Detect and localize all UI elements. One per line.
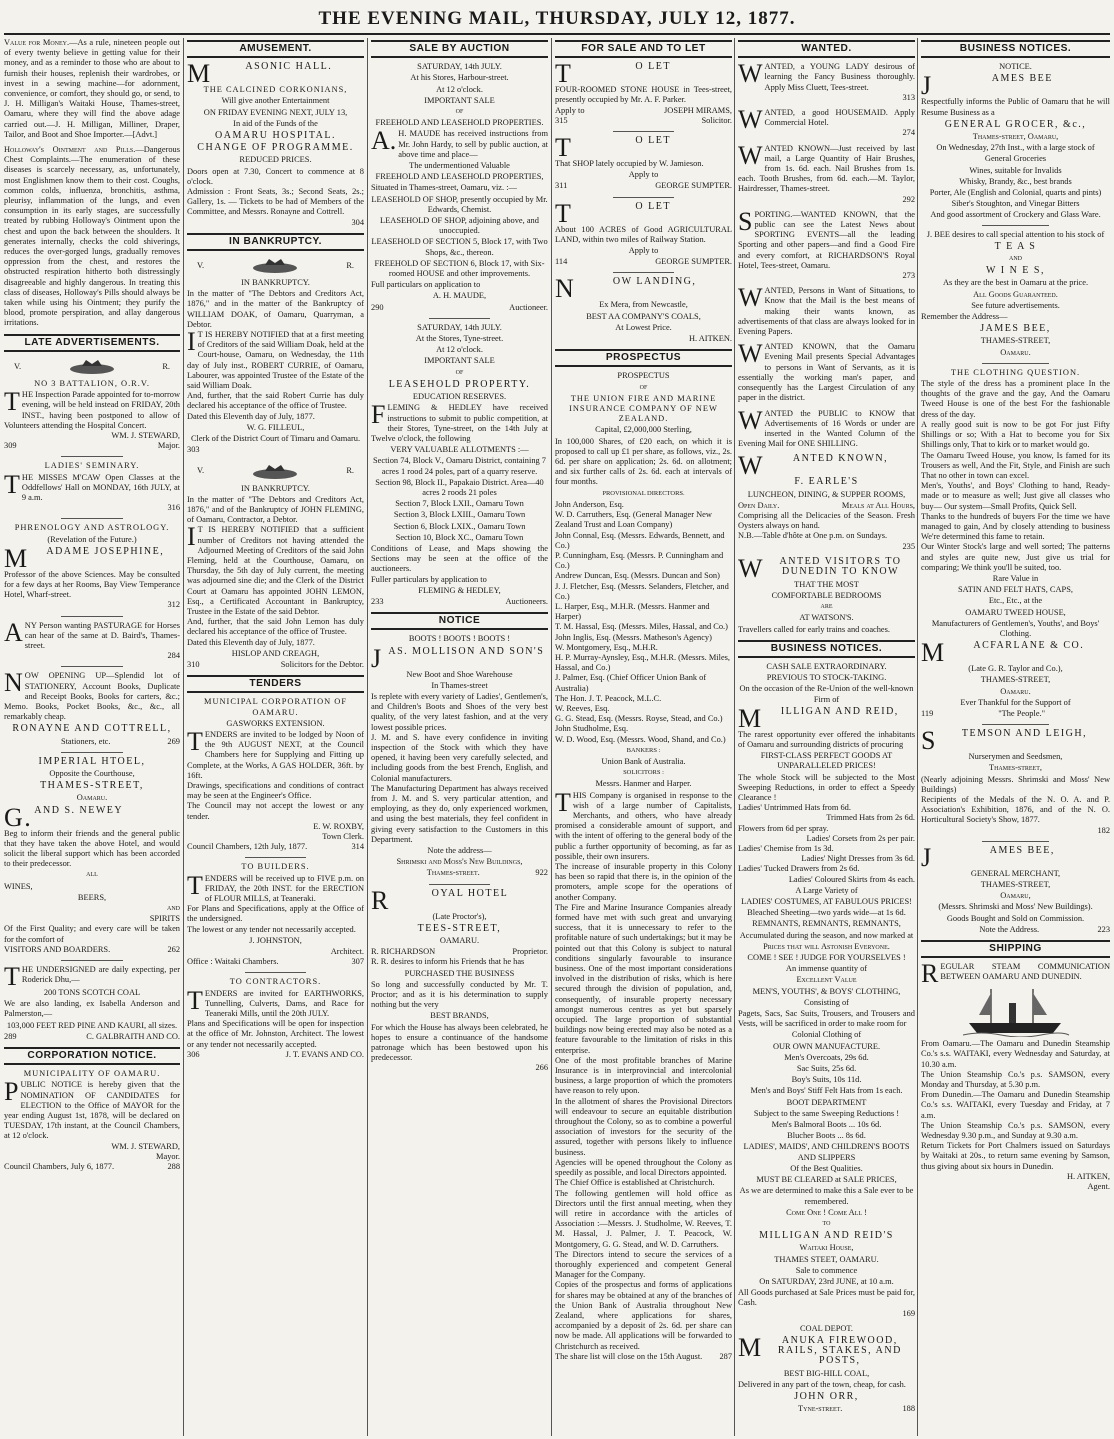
mollison-title: AS. MOLLISON AND SON'S	[388, 645, 545, 657]
crest-r: R.	[162, 361, 170, 371]
column-rule	[367, 38, 368, 1436]
wanted-3: WANTED KNOWN—Just received by last mail, a Large Quantity of Hair Brushes, from 1s. 6d. each. Nail Brushes from 1s. each. Tooth Brushes, from 6d. each.—M. Taylor, Hairdresser, Thames-street. 292	[738, 140, 915, 204]
roxby-sign: E. W. ROXBY,	[313, 821, 364, 831]
holloway-body: —Dangerous Chest Complaints.—The enumeration of these diseases is scarcely necessary, as, unfortunately, most Englishmen know them to their cost. Coughs, common colds, influenza, bronchitis, asthma, pleurisy, inflammation of the lungs, and even consumption in its early stages, are successfully treated by rubbing Holloway's Ointment upon the chest and upon the back between the shoulders. It generates internally, checks the cold shiverings, reduces the over-gorged lungs, gradually removes oppression from the chest, and restores the obstructed respiration hitherto both distressingly disagreeable and highly dangerous. In treating this class of diseases, Holloway's Pills should always be taken while using his Ointment; they purify the blood, promote perspiration, and allay dangerous irritations.	[4, 145, 180, 328]
conditions: Conditions of Lease, and Maps showing the Sections may be seen at the office of the auctioneers.	[371, 543, 548, 574]
bankruptcy-header: IN BANKRUPTCY.	[187, 233, 364, 251]
wanted-2: WANTED, a good HOUSEMAID. Apply Commercial Hotel. 274	[738, 105, 915, 138]
battalion-title: NO 3 BATTALION, O.R.V.	[34, 378, 150, 388]
doak-further: And, further, that the said Robert Currie has duly declared his acceptance of the office of Trustee.	[187, 391, 364, 411]
amusement-header: AMUSEMENT.	[187, 40, 364, 58]
pasturage-ad: ANY Person wanting PASTURAGE for Horses can hear of the same at D. Baird's, Thames-street. 284	[4, 617, 180, 661]
lease-3: LEASEHOLD OF SECTION 5, Block 17, with Two Shops, &c., thereon.	[371, 237, 548, 257]
holloway-notice	[4, 145, 180, 329]
freehold2: FREEHOLD AND LEASEHOLD PROPERTIES,	[375, 172, 544, 182]
masthead	[0, 0, 1114, 36]
column-5	[738, 38, 915, 1436]
galbraith-sign: C. GALBRAITH AND CO.	[86, 1031, 180, 1041]
masonic-title: ASONIC HALL.	[245, 61, 333, 73]
gas-body: ENDERS are invited to be lodged by Noon of the 9th AUGUST NEXT, at the Council Chambers here for Supplying and Fitting up Complete, at the Works, A GAS HOLDER, 36ft. by 16ft.	[187, 729, 364, 780]
seminary-title: LADIES' SEMINARY.	[44, 461, 140, 471]
pasturage-num: 284	[167, 651, 180, 661]
mollison-ad: BOOTS ! BOOTS ! BOOTS ! JAS. MOLLISON AND SON'S New Boot and Shoe Warehouse In Thames-street Is replete with every variety of Ladies', Gentlemen's, and Children's Boots and Shoes of the very best quality, of the very latest fashion, and at the very lowest possible prices. J. M. and S. have every confidence in inviting inspection of the Stock with which they have opened, it having been very carefully selected, and including goods from the best French, English, and Colonial manufacturers. The Manufacturing Department has always received from J. M. and S. very particular attention, and employing, as they do, only experienced workmen, and using the best materials, they feel confident in giving every satisfaction to the Customers in this Department. Note the address— Shrimski and Moss's New Buildings, Thames-street. 922	[371, 634, 548, 878]
hislop-sign: HISLOP AND CREAGH,	[231, 648, 320, 658]
quality-body: Of the First Quality; and every care will be taken for the comfort of	[4, 924, 180, 944]
johnston-office: Office : Waitaki Chambers.	[187, 957, 279, 967]
doak-bankruptcy: V. R. IN BANKRUPTCY. In the matter of "The Debtors and Creditors Act, 1876," and in the matter of the Bankruptcy of WILLIAM DOAK, of Oamaru, Quarryman, a Debtor. I T IS HEREBY NOTIFIED that at a first meeting of Creditors of the said William Doak, held at the Court-house, Oamaru, on Wednesday, the 11th day of July inst., ROBERT CURRIE, of Oamaru, Labourer, was appointed Trustee of the Estate of the said William Doak. And, further, that the said Robert Currie has duly declared his acceptance of the office of Trustee. Dated this Eleventh day of July, 1877. W. G. FILLEUL, Clerk of the District Court of Timaru and Oamaru. 303	[187, 255, 364, 455]
madame-body: Professor of the above Sciences. May be consulted for a few days at her Rooms, Bay View Temperance Hotel, Wharf-street.	[4, 569, 180, 600]
flour-lowest: The lowest or any tender not necessarily accepted.	[187, 924, 356, 934]
value-notice	[4, 38, 180, 140]
johnston-num: 307	[351, 957, 364, 967]
wanted-6: WANTED KNOWN, that the Oamaru Evening Mail presents Special Advantages to persons in Want of Servants, as it is essentially the working man's paper, and consequently has the Largest Circulation of any paper in the district.	[738, 339, 915, 403]
royal-crest: V. R.	[187, 461, 364, 483]
public-body: UBLIC NOTICE is hereby given that the NOMINATION OF CANDIDATES for ELECTION to the Office of MAYOR for the year ending August 1st, 1878, will be declared on TUESDAY, 17th instant, at the Council Chambers, at 12 o'clock.	[4, 1080, 180, 1141]
valuable: The undermentioned Valuable	[409, 161, 510, 171]
column-rule	[734, 38, 735, 1436]
gas-council: The Council may not accept the lowest or any tender.	[187, 801, 364, 821]
phrenology-ad: PHRENOLOGY AND ASTROLOGY. (Revelation of the Future.) M ADAME JOSEPHINE, Professor of the above Sciences. May be consulted for a few days at her Rooms, Bay View Temperance Hotel, Wharf-street. 312	[4, 523, 180, 610]
imperial-hotel-ad: IMPERIAL HTOEL, Opposite the Courthouse, THAMES-STREET, Oamaru. G. AND S. NEWEY Beg to inform their friends and the general public that they have taken the above Hotel, and would solicit the liberal support which has been accorded to their predecessor. ALL WINES, BEERS, AND SPIRITS Of the First Quality; and every care will be taken for the comfort of VISITORS AND BOARDERS. 262	[4, 755, 180, 954]
opening-body: OW OPENING UP—Splendid lot of STATIONERY, Account Books, Duplicate and Receipt Books, Books for carters, &c.; Memo. Books, Pocket Books, &c., &c., all remarkably cheap.	[4, 671, 180, 722]
roxby-title: Town Clerk.	[322, 832, 364, 841]
fleming-auction: SATURDAY, 14th JULY. At the Stores, Tyne-street. At 12 o'clock. IMPORTANT SALE OF LEASEHOLD PROPERTY. EDUCATION RESERVES. FLEMING & HEDLEY have received instructions to submit to public competition, at their Stores, Tyne-street, on the 14th July at Twelve o'clock, the following VERY VALUABLE ALLOTMENTS :— Section 74, Block V., Oamaru District, containing 7 acres 1 rood 24 poles, part of a quarry reserve. Section 98, Block II., Papakaio District. Area—40 acres 2 roods 21 poles Section 7, Block LXII., Oamaru Town Section 3, Block LXIII., Oamaru Town Section 6, Block LXIX., Oamaru Town Section 10, Block XC., Oamaru Town Conditions of Lease, and Maps showing the Sections may be seen at the office of the auctioneers. Fuller particulars by application to FLEMING & HEDLEY, 233 Auctioneers.	[371, 322, 548, 606]
ronayne-num: 269	[167, 736, 180, 746]
royal-crest	[4, 356, 180, 378]
james-bee-ad: NOTICE. J AMES BEE Respectfully informs the Public of Oamaru that he will Resume Business as a GENERAL GROCER, &c., Thames-street, Oamaru, On Wednesday, 27th Inst., with a large stock of General Groceries Wines, suitable for Invalids Whisky, Brandy, &c., best brands Porter, Ale (English and Colonial, quarts and pints) Siber's Stoughton, and Vinegar Bitters And good assortment of Crockery and Glass Ware. J. BEE desires to call special attention to his stock of T E A S AND W I N E S, As they are the best in Oamaru at the price. All Goods Guaranteed. See future advertisements. Remember the Address— JAMES BEE, THAMES-STREET, Oamaru.	[921, 62, 1110, 357]
filleul-num: 303	[187, 445, 200, 455]
maude-title: Auctioneer.	[509, 302, 548, 312]
public-sign: WM. J. STEWARD,	[111, 1141, 180, 1151]
maude-auction: SATURDAY, 14th JULY. At his Stores, Harbour-street. At 12 o'clock. IMPORTANT SALE OF FREEHOLD AND LEASEHOLD PROPERTIES. A. H. MAUDE has received instructions from Mr. John Hardy, to sell by public auction, at above time and place— The undermentioned Valuable FREEHOLD AND LEASEHOLD PROPERTIES, Situated in Thames-street, Oamaru, viz. :— LEASEHOLD OF SHOP, presently occupied by Mr. Edwards, Chemist. LEASEHOLD OF SHOP, adjoining above, and unoccupied. LEASEHOLD OF SECTION 5, Block 17, with Two Shops, &c., thereon. FREEHOLD OF SECTION 6, Block 17, with Six-roomed HOUSE and other improvements. Full particulars on application to A. H. MAUDE, 290 Auctioneer.	[371, 62, 548, 312]
ronayne-name: RONAYNE AND COTTRELL,	[12, 723, 172, 735]
battalion-body: HE Inspection Parade appointed for to-morrow evening, will be held instead on FRIDAY, 20th INST., having been postponed to allow of Volunteers attending the Hospital Concert.	[4, 390, 180, 430]
corporation-header: CORPORATION NOTICE.	[4, 1047, 180, 1065]
hislop-title: Solicitors for the Debtor.	[280, 659, 364, 669]
earthworks-tender: TO CONTRACTORS. TENDERS are invited for EARTHWORKS, Tunnelling, Culverts, Dams, and Race for Teaneraki Mills, until the 20th JULY. Plans and Specifications will be open for inspection at the office of Mr. Johnston, Architect. The lowest or any tender not necessarily accepted. 306 J. T. EVANS AND CO.	[187, 977, 364, 1059]
visitors-label: VISITORS AND BOARDERS.	[4, 944, 111, 954]
coal-label: 200 TONS SCOTCH COAL	[43, 988, 141, 998]
change-title: CHANGE OF PROGRAMME.	[197, 142, 354, 154]
doak-body: In the matter of "The Debtors and Creditors Act, 1876," and in the matter of the Bankruptcy of WILLIAM DOAK, of Oamaru, Quarryman, a Debtor.	[187, 289, 364, 329]
notice-header: NOTICE	[371, 612, 548, 630]
full-particulars: Full particulars on application to	[371, 280, 481, 290]
fleming-num: 233	[371, 596, 384, 606]
coal-depot-ad: COAL DEPOT. M ANUKA FIREWOOD, RAILS, STAKES, AND POSTS, BEST BIG-HILL COAL, Delivered in any part of the town, cheap, for cash. JOHN ORR, Tyne-street. 188	[738, 1323, 915, 1414]
maude-body: H. MAUDE has received instructions from Mr. John Hardy, to sell by public auction, at above time and place—	[398, 129, 548, 159]
auction-time: At 12 o'clock.	[436, 84, 483, 94]
milligan-sale: CASH SALE EXTRAORDINARY. PREVIOUS TO STOCK-TAKING. On the occasion of the Re-Union of the well-known Firm of M ILLIGAN AND REID, The rarest opportunity ever offered the inhabitants of Oamaru and surrounding districts of procuring FIRST-CLASS PERFECT GOODS AT UNPARALLELED PRICES! The whole Stock will be subjected to the Most Sweeping Reductions, in order to effect a Speedy Clearance ! Ladies' Untrimmed Hats from 6d. Trimmed Hats from 2s 6d. Flowers from 6d per spray. Ladies' Corsets from 2s per pair. Ladies' Chemise from 1s 3d. Ladies' Night Dresses from 3s 6d. Ladies' Tucked Drawers from 2s 6d. Ladies' Coloured Skirts from 4s each. A Large Variety of LADIES' COSTUMES, AT FABULOUS PRICES! Bleached Sheeting—two yards wide—at 1s 6d. REMNANTS, REMNANTS, REMNANTS, Accumulated during the season, and now marked at Prices that will Astonish Everyone. COME ! SEE ! JUDGE FOR YOURSELVES ! An immense quantity of Excellent Value MEN'S, YOUTHS', & BOYS' CLOTHING, Consisting of Pagets, Sacs, Sac Suits, Trousers, and Trousers and Vests, will be sacrificed in order to make room for Colonial Clothing of OUR OWN MANUFACTURE. Men's Overcoats, 29s 6d. Sac Suits, 25s 6d. Boy's Suits, 10s 11d. Men's and Boys' Stiff Felt Hats from 1s each. BOOT DEPARTMENT Subject to the same Sweeping Reductions ! Men's Balmoral Boots ... 10s 6d. Blucher Boots ... 8s 6d. LADIES', MAIDS', AND CHILDREN'S BOOTS AND SLIPPERS Of the Best Qualities. MUST BE CLEARED at SALE PRICES, As we are determined to make this a Sale ever to be remembered. Come One ! Come All ! TO MILLIGAN AND REID'S Waitaki House, THAMES STEET, OAMARU. Sale to commence On SATURDAY, 23rd JUNE, at 10 a.m. All Goods purchased at Sale Prices must be paid for, Cash. 169	[738, 661, 915, 1318]
imperial-street: THAMES-STREET,	[40, 780, 144, 792]
masthead-title: THE EVENING MAIL, THURSDAY, JULY 12, 1877.	[318, 8, 796, 29]
gasworks-tender: MUNICIPAL CORPORATION OF OAMARU. GASWORKS EXTENSION. TENDERS are invited to be lodged by Noon of the 9th AUGUST NEXT, at the Council Chambers here for Supplying and Fitting up Complete, at the Works, A GAS HOLDER, 36ft. by 16ft. Drawings, specifications and conditions of contract may be seen at the Engineer's Office. The Council may not accept the lowest or any tender. E. W. ROXBY, Town Clerk. Council Chambers, 12th July, 1877. 314	[187, 697, 364, 852]
phren-sub: (Revelation of the Future.)	[47, 534, 137, 544]
battalion-rank: Major.	[157, 441, 180, 451]
landing-body: We are also landing, ex Isabella Anderson and Palmerston,—	[4, 999, 180, 1019]
stemson-ad: S TEMSON AND LEIGH, Nurserymen and Seedsmen, Thames-street, (Nearly adjoining Messrs. Shrimski and Moss' New Buildings) Recipients of the Medals of the N. O. A. and P. Association's Exhibition, 1876, and of the N. O. Horticultural Society's Show, 1877. 182	[921, 726, 1110, 835]
public-rank: Mayor.	[156, 1151, 180, 1161]
steam-ad: REGULAR STEAM COMMUNICATION BETWEEN OAMARU AND DUNEDIN. From Oamaru.—The Oamaru and Dunedin Steamship Co.'s s.s. WAITAKI, every Wednesday and Saturday, at 10.30 a.m. The Union Steamship Co.'s p.s. SAMSON, every Monday and Thursday, at 5.30 p.m. From Dunedin.—The Oamaru and Dunedin Steamship Co.'s s.s. WAITAKI, every Tuesday and Friday, at 7 a.m. The Union Steamship Co.'s p.s. SAMSON, every Wednesday 9.30 p.m., and Sunday at 9.30 a.m. Return Tickets for Port Chalmers issued on Saturdays by Waitaki at 20s., to return same evening by Samson, thus giving about six hours in Dunedin. H. AITKEN, Agent.	[921, 959, 1110, 1192]
column-3	[371, 38, 548, 1436]
lease-2: LEASEHOLD OF SHOP, adjoining above, and unoccupied.	[380, 216, 539, 236]
flour-body: ENDERS will be received up to FIVE p.m. on FRIDAY, the 20th INST. for the ERECTION of FLOUR MILLS, at Teaneraki.	[204, 873, 364, 904]
royal-title: OYAL HOTEL	[431, 887, 509, 899]
admission-body: Admission : Front Seats, 3s.; Second Seats, 2s.; Gallery, 1s. — Tickets to be had of Members of the Committee, and Messrs. Ronayne and Cottrell.	[187, 187, 364, 217]
leasehold-title: LEASEHOLD PROPERTY.	[388, 378, 531, 390]
mollison-where: In Thames-street	[431, 680, 488, 690]
beers-label: BEERS,	[77, 892, 107, 902]
lease-4: FREEHOLD OF SECTION 6, Block 17, with Six-roomed HOUSE and other improvements.	[374, 258, 545, 279]
column-1	[4, 38, 180, 1436]
filleul-sign: W. G. FILLEUL,	[246, 422, 305, 432]
filleul-title: Clerk of the District Court of Timaru and Oamaru.	[190, 434, 361, 444]
contractors-title: TO CONTRACTORS.	[229, 977, 322, 987]
hislop-num: 310	[187, 659, 200, 669]
visitors-num: 262	[167, 944, 180, 954]
wanted-earle: W ANTED KNOWN, F. EARLE'S LUNCHEON, DINING, & SUPPER ROOMS, Open Daily. Meals at All Hours, Comprising all the Delicacies of the Season. Fresh Oysters always on hand. N.B.—Table d'hôte at One p.m. on Sundays. 235	[738, 451, 915, 551]
flour-tender: TO BUILDERS. TENDERS will be received up to FIVE p.m. on FRIDAY, the 20th INST. for the ERECTION of FLOUR MILLS, at Teaneraki. For Plans and Specifications, apply at the Office of the undersigned. The lowest or any tender not necessarily accepted. J. JOHNSTON, Architect. Office : Waitaki Chambers. 307	[187, 862, 364, 967]
crown-crest-icon	[62, 358, 122, 376]
pasturage-body: NY Person wanting PASTURAGE for Horses can hear of the same at D. Baird's, Thames-street.	[24, 620, 180, 650]
shipping-header: SHIPPING	[921, 940, 1110, 958]
reduced-prices: REDUCED PRICES.	[239, 155, 312, 165]
prospectus-ad: PROSPECTUS OF THE UNION FIRE AND MARINE INSURANCE COMPANY OF NEW ZEALAND. Capital, £2,000,000 Sterling, In 100,000 Shares, of £20 each, on which it is proposed to call up £1 per share, as follows, viz., 2s. 6d. per share on application; 2s. 6d. on allotment; and six further calls of 2s. 6d. each at intervals of four months. PROVISIONAL DIRECTORS. John Anderson, Esq. W. D. Carruthers, Esq. (General Manager New Zealand Trust and Loan Company) John Connal, Esq. (Messrs. Edwards, Bennett, and Co.) P. Cunningham, Esq. (Messrs. P. Cunningham and Co.) Andrew Duncan, Esq. (Messrs. Duncan and Son) J. J. Fletcher, Esq. (Messrs. Selanders, Fletcher, and Co.) L. Harper, Esq., M.H.R. (Messrs. Hanmer and Harper) T. M. Hassal, Esq. (Messrs. Miles, Hassal, and Co.) John Inglis, Esq. (Messrs. Matheson's Agency) W. Montgomery, Esq., M.H.R. H. P. Murray-Aynsley, Esq., M.H.R. (Messrs. Miles, Hassal, and Co.) J. Palmer, Esq. (Chief Officer Union Bank of Australia) The Hon. J. T. Peacock, M.L.C. W. Reeves, Esq. G. G. Stead, Esq. (Messrs. Royse, Stead, and Co.) John Studholme, Esq. W. D. Wood, Esq. (Messrs. Wood, Shand, and Co.) BANKERS : Union Bank of Australia. SOLICITORS : Messrs. Hanmer and Harper. THIS Company is organised in response to the wish of a large number of Capitalists, Merchants, and others, who have already promised a considerable amount of support, and with the intent of offering to the general body of the public a further opportunity of becoming, as far as possible, their own insurers. The increase of insurable property in this Colony has been so rapid that there is, in the opinion of the promoters, ample scope for the operations of another Company. The Fire and Marine Insurance Companies already formed have met with such great and unvarying success, that it is unnecessary to refer to the profitable nature of such undertakings; but it may be pointed out that this Colony is subject to natural conditions singularly favourable to insurance business. One of the most important considerations involved in the distribution of risks, which is here secured through the division of population, and, consequently, of insurable property necessary amongst numerous centres as yet but sparsely occupied. The large proportion of substantial buildings now being erected may also be noted as a feature favourable to the limitation of risks in this enterprise. One of the most profitable branches of Marine Insurance is in interprovincial and intercolonial business, a large proportion of which the promoters have reason to rely upon. In the allotment of shares the Provisional Directors will endeavour to secure an equitable distribution throughout the Colony, so as to combine a powerful association of investors for the security of the assured, together with persons likely to influence business. Agencies will be opened throughout the Colony as speedily as possible, and local Directors appointed. The Chief Office is established at Christchurch. The following gentlemen will hold office as Directors until the first annual meeting, when they will retire in accordance with the articles of Association :—Messrs. J. Studholme, W. Reeves, T. M. Hassal, J. Palmer, J. T. Peacock, W. Montgomery, G. G. Stead, and W. D. Carruthers. The Directors intend to secure the services of a thoroughly experienced and competent General Manager for the Company. Copies of the prospectus and forms of applications for shares may be obtained at any of the branches of the Union Bank of Australia throughout New Zealand, where applications for shares, accompanied by a deposit of 2s. 6d. per share can now be made. All applications will be forwarded to Christchurch as received. The share list will close on the 15th August. 287	[555, 371, 732, 1361]
ronayne-sub: Stationers, etc.	[60, 736, 111, 746]
royal-hotel-ad: R OYAL HOTEL (Late Proctor's), TEES-STREET, OAMARU. R. RICHARDSON Proprietor. R. R. desires to inform his Friends that he has PURCHASED THE BUSINESS So long and successfully conducted by Mr. T. Proctor; and as it is his determination to supply nothing but the very BEST BRANDS, For which the House has always been celebrated, he hopes to ensure a continuance of the handsome patronage which has been bestowed upon his predecessor. 266	[371, 885, 548, 1073]
masthead-rule	[4, 33, 1110, 35]
seminary-num: 316	[167, 503, 180, 513]
wanted-header: WANTED.	[738, 40, 915, 58]
in-bankruptcy: IN BANKRUPTCY.	[241, 278, 310, 288]
will-give: Will give another Entertainment	[221, 96, 330, 106]
galbraith-ad: THE UNDERSIGNED are daily expecting, per Roderick Dhu,— 200 TONS SCOTCH COAL We are also landing, ex Isabella Anderson and Palmerston,— 103,000 FEET RED PINE AND KAURI, all sizes. 289 C. GALBRAITH AND CO.	[4, 962, 180, 1041]
crown-crest-icon	[245, 257, 305, 275]
tolet-house: T O LET FOUR-ROOMED STONE HOUSE in Tees-street, presently occupied by Mr. A. F. Parker. Apply to JOSEPH MIRAMS, 315 Solicitor.	[555, 59, 732, 125]
clothing-question: THE CLOTHING QUESTION. The style of the dress has a prominent place In the thoughts of the grave and the gay, And the Oamaru Tweed House is one of the best For the fashionable dress of the day. A really good suit is now to be got For just Fifty Shillings or so; With a Hat to become you for Six Shillings only, That to kirk or to market would go. The Oamaru Tweed House, you know, Is famed for its Trousers as well, And the Fit, Style, and Finish are such That no other in town can excel. Men's, Youths', and Boys' Clothing to hand, Ready-made or to measure as well; Just give all classes who buy— Our system—Small Profits, Quick Sell. Thanks to the hundreds of buyers For the time we have managed to gain, And by closely attending to business We're determined this fame to retain. Our Winter Stock's large and well sorted; The patterns and styles are quite new, Just give us trial for comparing; We think you'll be suited, too. Rare Value in SATIN AND FELT HATS, CAPS, Etc., Etc., at the OAMARU TWEED HOUSE, Manufacturers of Gentlemen's, Youths', and Boys' Clothing. M ACFARLANE & CO. (Late G. R. Taylor and Co.), THAMES-STREET, Oamaru. Ever Thankful for the Support of 119 "The People."	[921, 367, 1110, 718]
richardson-name: R. RICHARDSON	[371, 947, 436, 957]
fleming-further: And, further, that the said John Lemon has duly declared his acceptance of the office of Trustee.	[187, 617, 364, 637]
tenders-header: TENDERS	[187, 675, 364, 693]
wines-label: WINES,	[4, 881, 33, 891]
admission-num: 304	[351, 217, 364, 227]
freehold-title: FREEHOLD AND LEASEHOLD PROPERTIES.	[375, 118, 544, 128]
madame-name: ADAME JOSEPHINE,	[46, 545, 165, 557]
steamship-icon	[921, 985, 1110, 1037]
masonic-ad: M ASONIC HALL. THE CALCINED CORKONIANS, Will give another Entertainment ON FRIDAY EVENING NEXT, JULY 13, In aid of the Funds of the OAMARU HOSPITAL. CHANGE OF PROGRAMME. REDUCED PRICES. Doors open at 7.30, Concert to commence at 8 o'clock. Admission : Front Seats, 3s.; Second Seats, 2s.; Gallery, 1s. — Tickets to be had of Members of the Committee, and Messrs. Ronayne and Cottrell. 304	[187, 59, 364, 227]
prospectus-header: PROSPECTUS	[555, 349, 732, 367]
stationery-ad: NOW OPENING UP—Splendid lot of STATIONERY, Account Books, Duplicate and Receipt Books, Books for carters, &c.; Memo. Books, Pocket Books, &c., &c., all remarkably cheap. RONAYNE AND COTTRELL, Stationers, etc. 269	[4, 668, 180, 746]
newey-body: Beg to inform their friends and the general public that they have taken the above Hotel, and would solicit the liberal support which has been accorded to their predecessor.	[4, 828, 180, 869]
doak-dated: Dated this Eleventh day of July, 1877.	[187, 411, 315, 421]
crest-v: V.	[14, 361, 22, 371]
education-title: EDUCATION RESERVES.	[412, 392, 507, 402]
fleming-dated: Dated this Eleventh day of July, 1877.	[187, 637, 315, 647]
undersigned-body: HE UNDERSIGNED are daily expecting, per Roderick Dhu,—	[21, 965, 180, 985]
column-2	[187, 38, 364, 1436]
calcined-title: THE CALCINED CORKONIANS,	[203, 85, 348, 95]
imperial-town: Oamaru.	[76, 793, 108, 803]
newey-name: AND S. NEWEY	[34, 804, 124, 816]
important-sale: IMPORTANT SALE	[424, 95, 495, 105]
madame-num: 312	[167, 600, 180, 610]
public-date: Council Chambers, July 6, 1877.	[4, 1162, 115, 1172]
auction-header: SALE BY AUCTION	[371, 40, 548, 58]
municipality-title: MUNICIPALITY OF OAMARU.	[23, 1069, 161, 1079]
business-header: BUSINESS NOTICES.	[738, 640, 915, 658]
fuller: Fuller particulars by application to	[371, 574, 487, 584]
value-title: Value for Money.	[4, 38, 70, 47]
royal-crest: V. R.	[187, 255, 364, 277]
business-notices-header: BUSINESS NOTICES.	[921, 40, 1110, 58]
hospital-title: OAMARU HOSPITAL.	[215, 130, 336, 142]
doak-notice: T IS HEREBY NOTIFIED that at a first meeting of Creditors of the said William Doak, held at the Court-house, Oamaru, on Wednesday, the 11th day of July inst., ROBERT CURRIE, of Oamaru, Labourer, was appointed Trustee of the Estate of the said William Doak.	[187, 330, 364, 391]
fleming-body: LEMING & HEDLEY have received instructions to submit to public competition, at their Stores, Tyne-street, on the 14th July at Twelve o'clock, the following	[371, 403, 548, 443]
and-label: AND	[167, 906, 180, 913]
municipal-title: MUNICIPAL CORPORATION OF OAMARU.	[204, 697, 347, 717]
seminary-body: HE MISSES M'CAW Open Classes at the Oddfellows' Hall on MONDAY, 16th JULY, at 9 a.m.	[21, 472, 180, 502]
gas-drawings: Drawings, specifications and conditions of contract may be seen at the Engineer's Office.	[187, 780, 364, 801]
holloway-title: Holloway's Ointment and Pills.	[4, 145, 136, 155]
friday-date: ON FRIDAY EVENING NEXT, JULY 13,	[203, 107, 348, 117]
builders-title: TO BUILDERS.	[241, 862, 310, 872]
gas-num: 314	[351, 842, 364, 852]
fleming-sign: FLEMING & HEDLEY,	[418, 585, 501, 595]
wanted-5: WANTED, Persons in Want of Situations, to Know that the Mail is the best means of making their wants known, as advertisements of that class are always looked for in Evening Papers.	[738, 283, 915, 337]
imperial-sub: Opposite the Courthouse,	[49, 768, 135, 778]
column-6	[921, 38, 1110, 1436]
battalion-num: 309	[4, 441, 17, 451]
maude-sign: A. H. MAUDE,	[432, 291, 487, 301]
column-4	[555, 38, 732, 1436]
all-label: ALL	[86, 872, 98, 879]
battalion-sign: WM. J. STEWARD,	[111, 430, 180, 440]
public-num: 288	[167, 1162, 180, 1172]
phren-title: PHRENOLOGY AND ASTROLOGY.	[14, 523, 170, 533]
fleming-notice: T IS HEREBY NOTIFIED that a sufficient number of Creditors not having attended the Adjourned Meeting of Creditors of the said John Fleming, held at the Courthouse, Oamaru, on Thursday, the 5th day of July current, the meeting was adjourned sine die; and the Clerk of the District Court at Oamaru has appointed JOHN LEMON, Esq., a Certificated Accountant in Bankruptcy, Trustee in the Estate of the said Debtor.	[187, 525, 364, 616]
fleming-body: In the matter of "The Debtors and Creditors Act, 1876," and of the Bankruptcy of JOHN FLEMING, of Oamaru, Contractor, a Debtor.	[187, 494, 364, 525]
wanted-4: SPORTING.—WANTED KNOWN, that the public can see the Latest News about SPORTING EVENTS—all the leading Sporting and other papers—and find a Good Fire and every comfort, at RICHARDSON'S Royal Hotel, Tees-street, Oamaru. 273	[738, 206, 915, 281]
johnston-sign: J. JOHNSTON,	[249, 935, 302, 945]
maude-num: 290	[371, 302, 384, 312]
earth-body: ENDERS are invited for EARTHWORKS, Tunnelling, Culverts, Dams, and Race for Teaneraki Mills, until the 20th JULY.	[204, 988, 364, 1019]
wanted-7: WANTED the PUBLIC to KNOW that Advertisements of 16 Words or under are inserted in the Wanted Column of the Evening Mail for ONE SHILLING.	[738, 405, 915, 449]
tolet-land: T O LET About 100 ACRES of Good AGRICULTURAL LAND, within two miles of Railway Station. Apply to 114 GEORGE SUMPTER.	[555, 198, 732, 267]
bee-merchant-ad: J AMES BEE, GENERAL MERCHANT, THAMES-STREET, Oamaru, (Messrs. Shrimski and Moss' New Buildings). Goods Bought and Sold on Commission. Note the Address. 223	[921, 842, 1110, 934]
evans-num: 306	[187, 1049, 200, 1059]
timber-label: 103,000 FEET RED PINE AND KAURI, all sizes.	[6, 1020, 178, 1030]
column-rule	[551, 38, 552, 1436]
crown-crest-icon	[245, 463, 305, 481]
municipality-ad: MUNICIPALITY OF OAMARU. PUBLIC NOTICE is hereby given that the NOMINATION OF CANDIDATES for ELECTION to the Office of MAYOR for the year ending August 1st, 1878, will be declared on TUESDAY, 17th instant, at the Council Chambers, at 12 o'clock. WM. J. STEWARD, Mayor. Council Chambers, July 6, 1877. 288	[4, 1069, 180, 1172]
gas-date: Council Chambers, 12th July, 1877.	[187, 842, 308, 852]
fleming-title: Auctioneers.	[505, 596, 548, 606]
evans-sign: J. T. EVANS AND CO.	[285, 1049, 364, 1059]
battalion-ad: V. R. NO 3 BATTALION, O.R.V. THE Inspection Parade appointed for to-morrow evening, will be held instead on FRIDAY, 20th INST., having been postponed to allow of Volunteers attending the Hospital Concert. WM. J. STEWARD, 309 Major.	[4, 356, 180, 451]
mollison-sub: New Boot and Shoe Warehouse	[406, 669, 513, 679]
flour-plans: For Plans and Specifications, apply at the Office of the undersigned.	[187, 904, 364, 924]
wanted-watson: W ANTED VISITORS TO DUNEDIN TO KNOW THAT THE MOST COMFORTABLE BEDROOMS ARE AT WATSON'S. Travellers called for early trains and coaches.	[738, 553, 902, 634]
gasworks-title: GASWORKS EXTENSION.	[226, 718, 325, 728]
column-rule	[183, 38, 184, 1436]
earth-plans: Plans and Specifications will be open for inspection at the office of Mr. Johnston, Architect. The lowest or any tender not necessarily accepted.	[187, 1019, 364, 1049]
fleming-bankruptcy: V. R. IN BANKRUPTCY. In the matter of "The Debtors and Creditors Act, 1876," and of the Bankruptcy of JOHN FLEMING, of Oamaru, Contractor, a Debtor. I T IS HEREBY NOTIFIED that a sufficient number of Creditors not having attended the Adjourned Meeting of Creditors of the said John Fleming, held at the Courthouse, Oamaru, on Thursday, the 5th day of July current, the meeting was adjourned sine die; and the Clerk of the District Court at Oamaru has appointed JOHN LEMON, Esq., a Certificated Accountant in Bankruptcy, Trustee in the Estate of the said Debtor. And, further, that the said John Lemon has duly declared his acceptance of the office of Trustee. Dated this Eleventh day of July, 1877. HISLOP AND CREAGH, 310 Solicitors for the Debtor.	[187, 461, 364, 671]
sale-let-header: FOR SALE AND TO LET	[555, 40, 732, 58]
lease-1: LEASEHOLD OF SHOP, presently occupied by Mr. Edwards, Chemist.	[371, 194, 548, 214]
column-rule	[917, 38, 918, 1436]
coal-landing: N OW LANDING, Ex Mera, from Newcastle, BEST AA COMPANY'S COALS, At Lowest Price. H. AITKEN.	[555, 274, 732, 344]
auction-place: At his Stores, Harbour-street.	[410, 73, 509, 83]
doors-body: Doors open at 7.30, Concert to commence at 8 o'clock.	[187, 166, 364, 186]
value-body: —As a rule, nineteen people out of every twenty believe in getting value for their money, and as a reminder to those who are about to furnish their houses, replenish their wardrobes, or invest in a sewing machine—for adornment, convenience, or comfort, they should go, or send, to J. H. Milligan's Waitaki House, Thames-street, Oamaru, where they will find the above adage carried out.—J. H. Milligan, Milliner, Draper, Tailor, and Boot and Shoe Importer.—[Advt.]	[4, 38, 180, 139]
late-ads-header: LATE ADVERTISEMENTS.	[4, 334, 180, 352]
allotments: VERY VALUABLE ALLOTMENTS :—	[390, 445, 529, 455]
spirits-label: SPIRITS	[149, 914, 180, 924]
imperial-title: IMPERIAL HTOEL,	[38, 755, 146, 767]
boots-title: BOOTS ! BOOTS ! BOOTS !	[408, 634, 511, 644]
johnston-title: Architect.	[330, 947, 364, 957]
wanted-1: WANTED, a YOUNG LADY desirous of learning the Fancy Business thoroughly. Apply Miss Cluett, Tees-street. 313	[738, 59, 915, 102]
situated: Situated in Thames-street, Oamaru, viz. :—	[371, 183, 517, 193]
seminary-ad: LADIES' SEMINARY. THE MISSES M'CAW Open Classes at the Oddfellows' Hall on MONDAY, 16th JULY, at 9 a.m. 316	[4, 461, 180, 513]
union-title: THE UNION FIRE AND MARINE INSURANCE COMPANY OF NEW ZEALAND.	[569, 393, 718, 424]
galbraith-num: 289	[4, 1031, 17, 1041]
tolet-shop: T O LET That SHOP lately occupied by W. Jamieson. Apply to 311 GEORGE SUMPTER.	[555, 133, 732, 191]
in-aid: In aid of the Funds of the	[233, 118, 318, 128]
auction-date: SATURDAY, 14th JULY.	[417, 62, 502, 72]
